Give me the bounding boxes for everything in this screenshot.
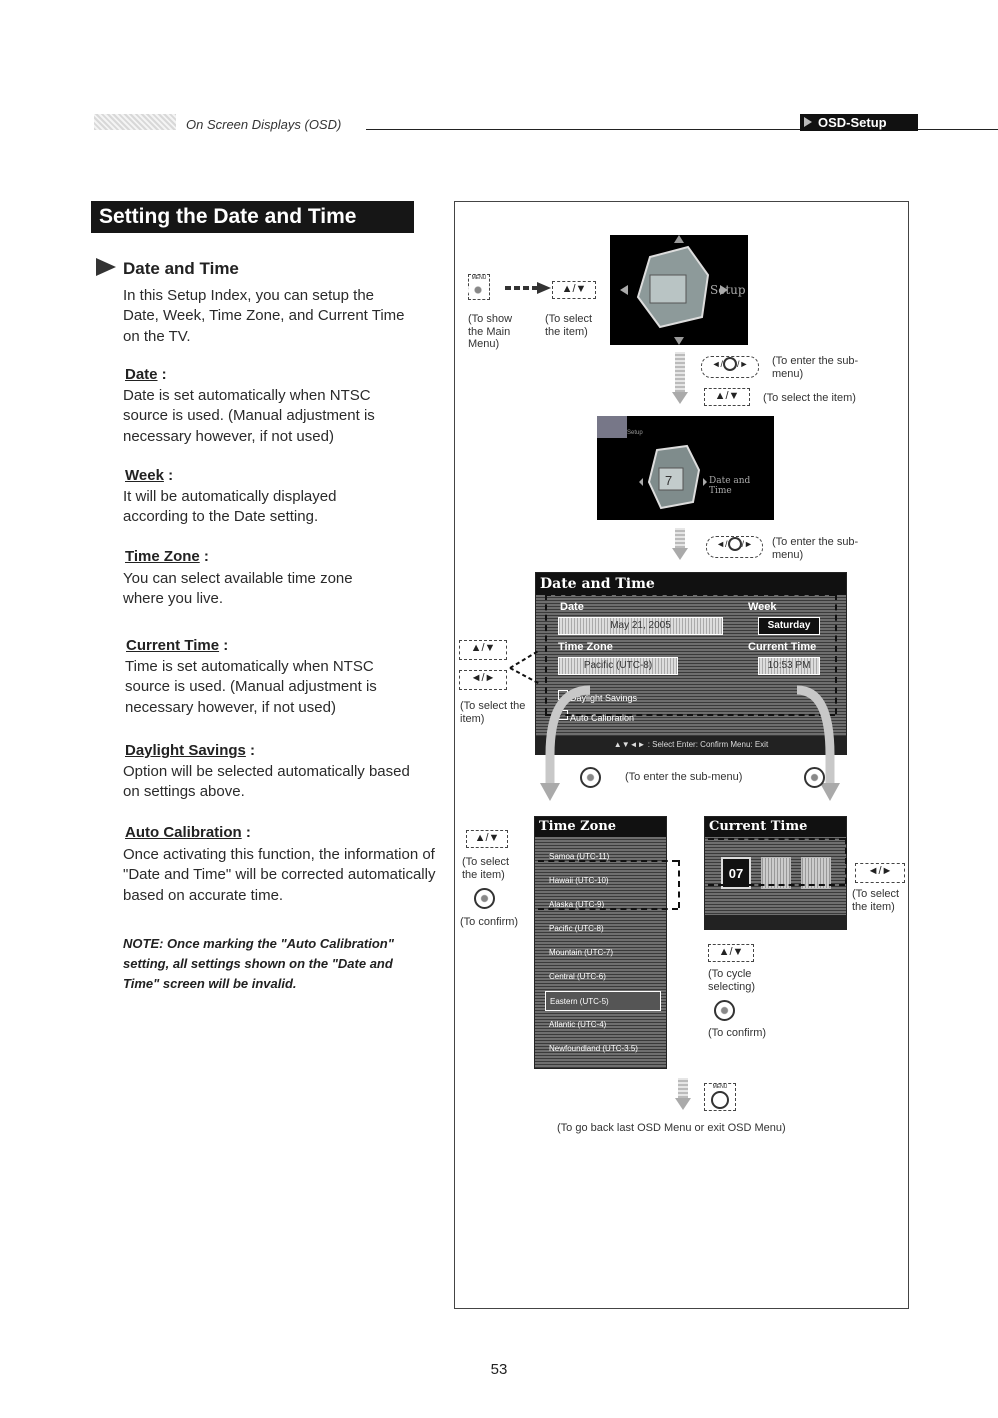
time-zone-screen bbox=[534, 816, 667, 1069]
enter-button-icon-1 bbox=[580, 767, 601, 788]
term-week: Week : bbox=[125, 467, 174, 484]
ct-dash-bottom bbox=[708, 884, 845, 886]
updown-key-3: ▲/▼ bbox=[459, 640, 507, 660]
leftright-enter-key-2: ◄/ /► bbox=[706, 536, 763, 558]
term-date-label: Date bbox=[125, 366, 158, 383]
enter-button-icon-3 bbox=[474, 888, 495, 909]
tz-list-item[interactable]: Newfoundland (UTC-3.5) bbox=[549, 1044, 638, 1053]
updown-key-1: ▲/▼ bbox=[552, 281, 596, 299]
page-title: Setting the Date and Time bbox=[91, 201, 414, 233]
auto-cal-text: Once activating this function, the information of "Date and Time" will be corrected automatically based on accurate time. bbox=[123, 846, 436, 904]
daylight-text: Option will be selected automatically based on settings above. bbox=[123, 763, 410, 801]
cap-back: (To go back last OSD Menu or exit OSD Menu) bbox=[557, 1122, 786, 1134]
cap-enter-sub-3: (To enter the sub-menu) bbox=[625, 771, 743, 783]
leftright-enter-key-1: ◄/ /► bbox=[701, 356, 759, 378]
cap-select-item-4: (To select the item) bbox=[462, 856, 510, 881]
cap-cycle: (To cycle selecting) bbox=[708, 968, 756, 993]
leftright-key-2: ◄/► bbox=[855, 863, 905, 883]
current-time-screen bbox=[704, 816, 847, 930]
setup-thumb-icon bbox=[597, 416, 627, 438]
dnt-week-field[interactable]: Saturday bbox=[758, 617, 820, 635]
tz-list-item[interactable]: Pacific (UTC-8) bbox=[549, 924, 604, 933]
down-arrow-2 bbox=[673, 528, 687, 560]
dnt-date-field[interactable]: May 21, 2005 bbox=[558, 617, 723, 635]
intro-text: In this Setup Index, you can setup the Date, Week, Time Zone, and Current Time on the TV. bbox=[123, 287, 405, 345]
badge-arrow-icon bbox=[804, 117, 812, 127]
dnt-week-label: Week bbox=[748, 601, 777, 613]
updown-key-4: ▲/▼ bbox=[466, 830, 508, 848]
tz-list-item[interactable]: Hawaii (UTC-10) bbox=[549, 876, 609, 885]
dnt-date-label: Date bbox=[560, 601, 584, 613]
term-current-time: Current Time : bbox=[126, 637, 229, 654]
header-section-label: On Screen Displays (OSD) bbox=[186, 117, 342, 132]
setup-menu-screen bbox=[610, 235, 748, 345]
cap-select-item-2: (To select the item) bbox=[763, 392, 856, 404]
tz-list-item[interactable]: Mountain (UTC-7) bbox=[549, 948, 614, 957]
term-daylight-label: Daylight Savings bbox=[125, 742, 246, 759]
tz-list-item[interactable]: Alaska (UTC-9) bbox=[549, 900, 605, 909]
tz-list-item[interactable]: Samoa (UTC-11) bbox=[549, 852, 610, 861]
down-arrow-3 bbox=[676, 1078, 690, 1110]
week-text: It will be automatically displayed according to the Date setting. bbox=[123, 488, 337, 526]
tz-list-item[interactable]: Atlantic (UTC-4) bbox=[549, 1020, 607, 1029]
header-badge-label: OSD-Setup bbox=[818, 115, 887, 130]
cap-select-item-5: (To select the item) bbox=[852, 888, 900, 913]
updown-key-5: ▲/▼ bbox=[708, 944, 754, 962]
enter-button-icon-2 bbox=[804, 767, 825, 788]
date-time-menu-label: Date and Time bbox=[709, 476, 751, 496]
ct-hour-box[interactable]: 07 bbox=[721, 857, 751, 889]
cap-enter-sub-2: (To enter the sub-menu) bbox=[772, 536, 859, 561]
tz-list-item[interactable]: Eastern (UTC-5) bbox=[545, 991, 661, 1011]
menu-key bbox=[468, 274, 490, 300]
setup-label: Setup bbox=[710, 283, 746, 297]
enter-button-icon-4 bbox=[714, 1000, 735, 1021]
cap-enter-sub-1: (To enter the sub-menu) bbox=[772, 355, 859, 380]
date-text: Date is set automatically when NTSC source is used. (Manual adjustment is necessary however, if not used) bbox=[123, 387, 375, 445]
arrow-right-icon bbox=[505, 280, 551, 296]
menu-key-2-label: MENU bbox=[712, 1084, 728, 1090]
updown-key-2: ▲/▼ bbox=[704, 388, 750, 406]
menu-key-2 bbox=[704, 1083, 736, 1111]
header-badge bbox=[800, 114, 918, 131]
cap-show-main: (To show the Main Menu) bbox=[468, 313, 513, 350]
cap-select-item-3: (To select the item) bbox=[460, 700, 526, 725]
term-auto-cal-label: Auto Calibration bbox=[125, 824, 242, 841]
cap-confirm-1: (To confirm) bbox=[460, 916, 519, 928]
split-arrows-icon bbox=[535, 685, 847, 805]
cap-select-item-1: (To select the item) bbox=[545, 313, 593, 338]
setup-small-label: Setup bbox=[627, 430, 643, 436]
ct-footer bbox=[705, 915, 846, 929]
tz-title: Time Zone bbox=[535, 817, 666, 837]
down-arrow-1 bbox=[673, 352, 687, 404]
dnt-tz-field[interactable]: Pacific (UTC-8) bbox=[558, 657, 678, 675]
dnt-opt-daylight[interactable]: Daylight Savings bbox=[570, 693, 638, 703]
menu-button-icon bbox=[468, 281, 488, 299]
date-time-menu-screen bbox=[597, 416, 774, 520]
tz-dash-right bbox=[678, 860, 680, 908]
ct-dash-top bbox=[708, 838, 845, 840]
subsection-heading: Date and Time bbox=[123, 259, 239, 278]
dnt-opt-auto-cal[interactable]: Auto Calibration bbox=[570, 713, 635, 723]
term-date: Date : bbox=[125, 366, 167, 383]
leftright-key-1: ◄/► bbox=[459, 670, 507, 690]
svg-text:7: 7 bbox=[665, 473, 673, 488]
header-texture bbox=[94, 114, 176, 130]
dnt-title: Date and Time bbox=[536, 573, 846, 595]
ct-title: Current Time bbox=[705, 817, 846, 837]
time-zone-text: You can select available time zone where you live. bbox=[123, 570, 353, 608]
term-time-zone: Time Zone : bbox=[125, 548, 209, 565]
dnt-ct-field[interactable]: 10:53 PM bbox=[758, 657, 820, 675]
dnt-tz-label: Time Zone bbox=[558, 641, 613, 653]
current-time-text: Time is set automatically when NTSC source is used. (Manual adjustment is necessary however, if not used) bbox=[125, 658, 377, 716]
menu-key-label: MENU bbox=[471, 275, 487, 281]
term-current-time-label: Current Time bbox=[126, 637, 220, 654]
cap-confirm-2: (To confirm) bbox=[708, 1027, 767, 1039]
term-time-zone-label: Time Zone bbox=[125, 548, 200, 565]
dnt-ct-label: Current Time bbox=[748, 641, 817, 653]
dash-pointer-icon bbox=[508, 646, 544, 686]
menu-button-icon-2 bbox=[711, 1091, 729, 1109]
dnt-footer: ▲▼◄► : Select Enter: Confirm Menu: Exit bbox=[536, 736, 846, 754]
calendar-cube-icon bbox=[637, 438, 707, 518]
term-week-label: Week bbox=[125, 467, 164, 484]
term-daylight: Daylight Savings : bbox=[125, 742, 256, 759]
tz-dash-bottom bbox=[538, 908, 678, 910]
bullet-arrow-icon bbox=[96, 258, 116, 276]
tz-dash-top bbox=[538, 860, 678, 862]
page-number: 53 bbox=[490, 1361, 508, 1378]
tz-list-item[interactable]: Central (UTC-6) bbox=[549, 972, 606, 981]
dnt-dash-top bbox=[545, 594, 835, 596]
term-auto-cal: Auto Calibration : bbox=[125, 824, 251, 841]
ct-dash-right bbox=[845, 838, 847, 884]
note-text: NOTE: Once marking the "Auto Calibration" setting, all settings shown on the "Date and Time" screen will be invalid. bbox=[123, 936, 394, 991]
